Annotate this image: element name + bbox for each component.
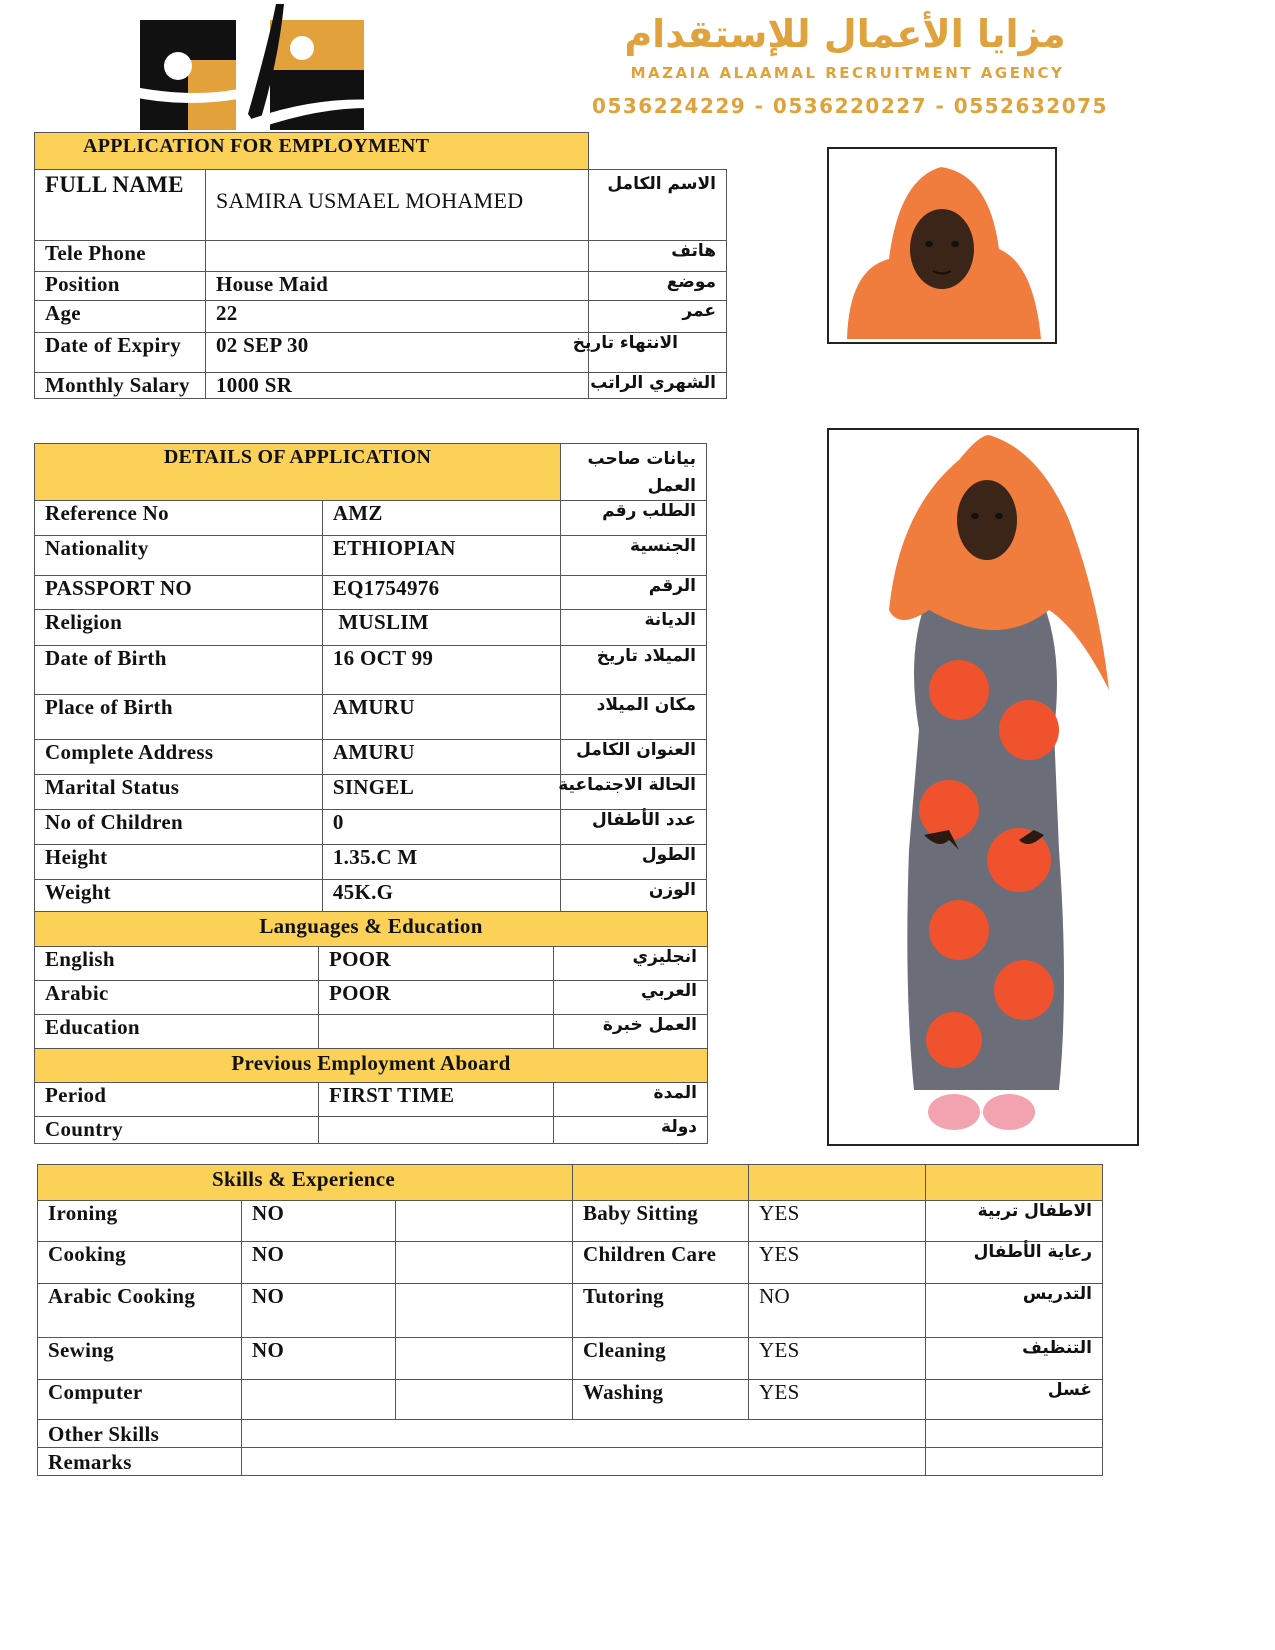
details-table: [34, 443, 707, 914]
skill-tutoring-label: Tutoring: [573, 1284, 749, 1338]
label-full-name: FULL NAME: [35, 170, 206, 241]
value-marital-status: SINGEL: [322, 775, 560, 810]
label-monthly-salary: Monthly Salary: [35, 373, 206, 399]
value-period: FIRST TIME: [319, 1083, 554, 1117]
skill-computer-value: [242, 1380, 396, 1420]
label-nationality: Nationality: [35, 536, 323, 576]
label-complete-address: Complete Address: [35, 740, 323, 775]
ar-height: الطول: [561, 845, 707, 880]
value-place-of-birth: AMURU: [322, 695, 560, 740]
value-height: 1.35.C M: [322, 845, 560, 880]
label-english: English: [35, 947, 319, 981]
value-telephone: [206, 241, 589, 272]
skill-cooking-value: NO: [242, 1242, 396, 1284]
ar-passport-no: الرقم: [561, 576, 707, 610]
languages-table: [34, 911, 708, 1144]
ar-nationality: الجنسية: [561, 536, 707, 576]
value-complete-address: AMURU: [322, 740, 560, 775]
label-reference-no: Reference No: [35, 501, 323, 536]
label-country: Country: [35, 1117, 319, 1144]
skills-table: [37, 1164, 1103, 1476]
ar-date-of-birth: الميلاد تاريخ: [561, 646, 707, 695]
remarks-label: Remarks: [38, 1448, 242, 1476]
skill-washing-ar: غسل: [926, 1380, 1103, 1420]
skill-children-care-value: YES: [749, 1242, 926, 1284]
skill-cleaning-ar: التنظيف: [926, 1338, 1103, 1380]
skill-baby-sitting-ar: الاطفال تربية: [926, 1201, 1103, 1242]
value-country: [319, 1117, 554, 1144]
label-telephone: Tele Phone: [35, 241, 206, 272]
ar-place-of-birth: مكان الميلاد: [561, 695, 707, 740]
value-nationality: ETHIOPIAN: [322, 536, 560, 576]
ar-reference-no: الطلب رقم: [561, 501, 707, 536]
ar-position: موضع: [589, 272, 727, 301]
skill-washing-value: YES: [749, 1380, 926, 1420]
skill-arabic-cooking-value: NO: [242, 1284, 396, 1338]
value-date-of-birth: 16 OCT 99: [322, 646, 560, 695]
label-date-of-birth: Date of Birth: [35, 646, 323, 695]
ar-telephone: هاتف: [589, 241, 727, 272]
value-passport-no: EQ1754976: [322, 576, 560, 610]
languages-title: Languages & Education: [35, 912, 708, 947]
skill-arabic-cooking-label: Arabic Cooking: [38, 1284, 242, 1338]
application-table: [34, 132, 727, 399]
skill-ironing-label: Ironing: [38, 1201, 242, 1242]
skills-header-cell: [749, 1165, 926, 1201]
skill-children-care-label: Children Care: [573, 1242, 749, 1284]
ar-period: المدة: [554, 1083, 708, 1117]
skill-empty-cell: [396, 1380, 573, 1420]
skill-sewing-value: NO: [242, 1338, 396, 1380]
ar-no-of-children: عدد الأطفال: [561, 810, 707, 845]
skill-tutoring-ar: التدريس: [926, 1284, 1103, 1338]
agency-logo: [118, 4, 380, 132]
other-skills-extra: [926, 1420, 1103, 1448]
skill-baby-sitting-value: YES: [749, 1201, 926, 1242]
value-religion: MUSLIM: [322, 610, 560, 646]
ar-education: العمل خبرة: [554, 1015, 708, 1049]
ar-english: انجليزي: [554, 947, 708, 981]
label-date-of-expiry: Date of Expiry: [35, 333, 206, 373]
label-period: Period: [35, 1083, 319, 1117]
ar-weight: الوزن: [561, 880, 707, 914]
value-monthly-salary: 1000 SR: [206, 373, 589, 399]
skill-empty-cell: [396, 1242, 573, 1284]
ar-country: دولة: [554, 1117, 708, 1144]
application-title: APPLICATION FOR EMPLOYMENT: [35, 133, 589, 170]
label-passport-no: PASSPORT NO: [35, 576, 323, 610]
value-date-of-expiry: 02 SEP 30: [206, 333, 589, 373]
label-height: Height: [35, 845, 323, 880]
ar-arabic: العربي: [554, 981, 708, 1015]
value-no-of-children: 0: [322, 810, 560, 845]
ar-complete-address: العنوان الكامل: [561, 740, 707, 775]
value-full-name: SAMIRA USMAEL MOHAMED: [206, 170, 589, 241]
agency-name-arabic: مزايا الأعمال للإستقدام: [624, 12, 1066, 56]
agency-phones: 0536224229 - 0536220227 - 0552632075: [592, 94, 1108, 118]
ar-monthly-salary: الشهري الراتب: [589, 373, 727, 399]
skills-header-cell: [926, 1165, 1103, 1201]
details-title-arabic: بيانات صاحب العمل: [561, 444, 707, 501]
value-arabic: POOR: [319, 981, 554, 1015]
skill-washing-label: Washing: [573, 1380, 749, 1420]
skill-empty-cell: [396, 1338, 573, 1380]
label-position: Position: [35, 272, 206, 301]
value-weight: 45K.G: [322, 880, 560, 914]
value-english: POOR: [319, 947, 554, 981]
skill-ironing-value: NO: [242, 1201, 396, 1242]
ar-date-of-expiry: الانتهاء تاريخ: [589, 333, 727, 373]
other-skills-value: [242, 1420, 926, 1448]
skills-header-cell: [573, 1165, 749, 1201]
skill-sewing-label: Sewing: [38, 1338, 242, 1380]
label-religion: Religion: [35, 610, 323, 646]
skill-empty-cell: [396, 1284, 573, 1338]
label-no-of-children: No of Children: [35, 810, 323, 845]
label-arabic: Arabic: [35, 981, 319, 1015]
skill-cleaning-label: Cleaning: [573, 1338, 749, 1380]
skill-computer-label: Computer: [38, 1380, 242, 1420]
label-age: Age: [35, 301, 206, 333]
details-title: DETAILS OF APPLICATION: [35, 444, 561, 501]
skill-cooking-label: Cooking: [38, 1242, 242, 1284]
skill-children-care-ar: رعاية الأطفال: [926, 1242, 1103, 1284]
ar-marital-status: الحالة الاجتماعية: [561, 775, 707, 810]
label-place-of-birth: Place of Birth: [35, 695, 323, 740]
portrait-photo: [827, 147, 1057, 344]
ar-age: عمر: [589, 301, 727, 333]
skills-title: Skills & Experience: [38, 1165, 573, 1201]
remarks-extra: [926, 1448, 1103, 1476]
label-weight: Weight: [35, 880, 323, 914]
value-education: [319, 1015, 554, 1049]
full-body-photo: [827, 428, 1139, 1146]
agency-name-english: MAZAIA ALAAMAL RECRUITMENT AGENCY: [630, 64, 1065, 82]
skill-cleaning-value: YES: [749, 1338, 926, 1380]
value-position: House Maid: [206, 272, 589, 301]
skill-empty-cell: [396, 1201, 573, 1242]
label-marital-status: Marital Status: [35, 775, 323, 810]
ar-religion: الديانة: [561, 610, 707, 646]
label-education: Education: [35, 1015, 319, 1049]
value-reference-no: AMZ: [322, 501, 560, 536]
other-skills-label: Other Skills: [38, 1420, 242, 1448]
remarks-value: [242, 1448, 926, 1476]
skill-baby-sitting-label: Baby Sitting: [573, 1201, 749, 1242]
value-age: 22: [206, 301, 589, 333]
ar-full-name: الاسم الكامل: [589, 170, 727, 241]
previous-employment-title: Previous Employment Aboard: [35, 1049, 708, 1083]
skill-tutoring-value: NO: [749, 1284, 926, 1338]
